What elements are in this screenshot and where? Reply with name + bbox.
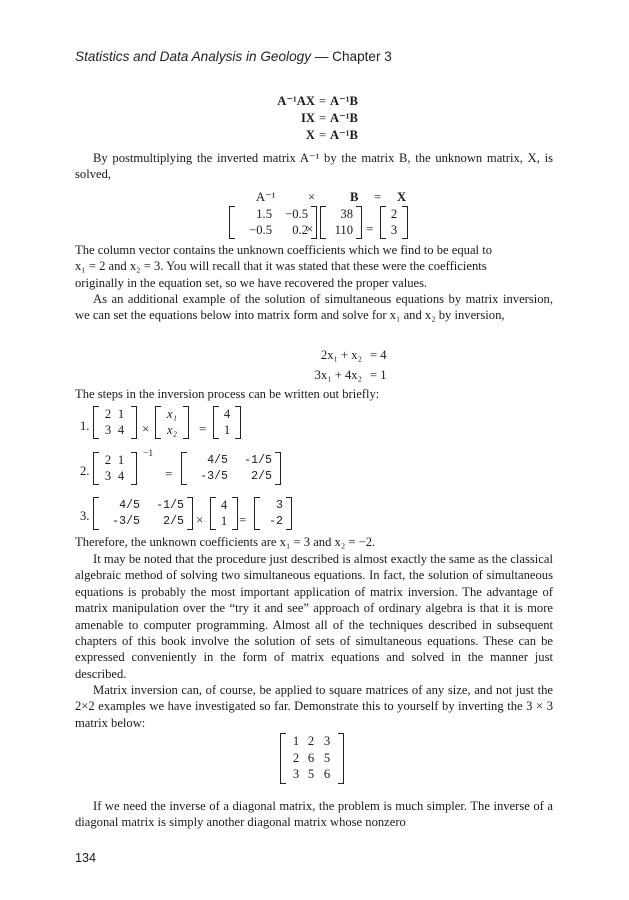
matrix-cell: 6 xyxy=(323,767,331,781)
step-1-label: 1. xyxy=(80,419,90,433)
paragraph-line: The column vector contains the unknown coefficients which we find to be equal to xyxy=(75,243,492,257)
equation-2-rhs: A⁻¹B xyxy=(330,111,358,125)
matrix-cell: 1 xyxy=(292,734,300,748)
step-3-solution xyxy=(254,497,292,530)
step-1-unknowns xyxy=(155,406,189,439)
matrix-cell: 4/5 xyxy=(207,454,228,467)
equals-operator: = xyxy=(165,466,173,481)
matrix-cell: 5 xyxy=(307,767,315,781)
matrix-cell: -1/5 xyxy=(156,499,184,512)
paragraph-diagonal-matrix: If we need the inverse of a diagonal matrix, the problem is much simpler. The inverse of a diagonal matrix is simply another diagonal matrix whose nonzero xyxy=(75,799,553,830)
matrix-cell: −0.5 xyxy=(285,207,308,221)
matrix-cell: 1 xyxy=(117,407,125,421)
equals-operator: = xyxy=(239,512,247,527)
equation-2-equals: = xyxy=(319,111,327,125)
vector-cell: x₁ xyxy=(167,407,177,421)
matrix-cell: 4 xyxy=(117,468,125,483)
paragraph-column-vector xyxy=(75,242,553,291)
times-operator: × xyxy=(306,221,314,236)
equals-operator: = xyxy=(366,221,374,236)
vector-cell: 38 xyxy=(340,207,353,221)
paragraph-square-matrices: Matrix inversion can, of course, be applied to square matrices of any size, and not just the 2×2 examples we have investigated so far. Demonstrate this to yourself by inverting the 3 × 3 matrix below: xyxy=(75,683,553,730)
matrix-cell: -1/5 xyxy=(244,454,272,467)
running-header xyxy=(75,49,392,65)
step-2-inverse-matrix xyxy=(181,452,281,485)
equation-1-rhs: A⁻¹B xyxy=(330,94,358,108)
chapter-label: Chapter 3 xyxy=(332,49,392,64)
matrix-cell: 2/5 xyxy=(163,514,184,528)
system-eq-2-lhs: 3x₁ + 4x₂ xyxy=(314,368,362,382)
step-1-coef-matrix xyxy=(93,406,137,439)
system-eq-1-rhs: = 4 xyxy=(370,348,387,362)
matrix-cell: 2 xyxy=(104,453,112,467)
matrix-a-inverse xyxy=(229,206,317,239)
paragraph-line: x₁ = 2 and x₂ = 3. You will recall that it was stated that these were the coefficients xyxy=(75,259,487,274)
system-eq-2-rhs: = 1 xyxy=(370,368,387,382)
paragraph-line: originally in the equation set, so we have recovered the proper values. xyxy=(75,275,428,290)
vector-cell: x₂ xyxy=(167,422,177,437)
matrix-cell: 6 xyxy=(307,750,315,765)
vector-cell: -2 xyxy=(269,514,283,528)
vector-cell: 3 xyxy=(276,499,283,512)
label-times: × xyxy=(308,190,316,204)
label-b: B xyxy=(350,190,359,204)
matrix-cell: 1.5 xyxy=(256,207,272,221)
paragraph-classical-method: It may be noted that the procedure just described is almost exactly the same as the classical algebraic method of solving two simultaneous equations. In fact, the solution of simultaneous equations is probably the most important application of matrix inversion. The advantage of matrix manipulation over the “try it and see” approach of ordinary algebra is that it is more amenable to computer programming. Almost all of the techniques described in subsequent chapters of this book involve the solution of sets of simultaneous equations. These can be expressed conveniently in the form of matrix equations and solved in the manner just described. xyxy=(75,552,553,681)
step-2-coef-matrix xyxy=(93,452,137,485)
paragraph-postmultiply: By postmultiplying the inverted matrix A⁻¹ by the matrix B, the unknown matrix, X, is solved, xyxy=(75,151,553,182)
matrix-cell: 2 xyxy=(292,750,300,765)
vector-x xyxy=(380,206,408,239)
vector-b xyxy=(320,206,362,239)
header-separator: — xyxy=(311,49,333,64)
paragraph-additional-example: As an additional example of the solution of simultaneous equations by matrix inversion, we can set the equations below into matrix form and solve for x₁ and x₂ by inversion, xyxy=(75,292,553,323)
matrix-cell: 5 xyxy=(323,750,331,765)
label-x: X xyxy=(397,190,407,204)
inverse-exponent: −1 xyxy=(143,449,154,459)
matrix-3x3 xyxy=(280,733,344,784)
step-2-label: 2. xyxy=(80,464,90,478)
matrix-cell: 3 xyxy=(104,422,112,437)
vector-cell: 4 xyxy=(220,498,228,512)
vector-cell: 1 xyxy=(223,422,231,437)
matrix-cell: -3/5 xyxy=(200,469,228,483)
matrix-cell: 1 xyxy=(117,453,125,467)
matrix-cell: 3 xyxy=(323,734,331,748)
vector-cell: 4 xyxy=(223,407,231,421)
step-3-inverse-matrix xyxy=(93,497,193,530)
vector-cell: 3 xyxy=(390,222,398,237)
matrix-cell: 2 xyxy=(307,734,315,748)
step-3-rhs xyxy=(210,497,238,530)
equation-1-lhs: A⁻¹AX xyxy=(277,94,315,108)
label-a-inverse: A⁻¹ xyxy=(256,190,276,204)
matrix-cell: 4/5 xyxy=(119,499,140,512)
matrix-cell: 2/5 xyxy=(251,469,272,483)
book-title: Statistics and Data Analysis in Geology xyxy=(75,49,311,64)
times-operator: × xyxy=(142,421,150,436)
page-number: 134 xyxy=(75,851,97,865)
matrix-cell: 0.2 xyxy=(292,222,308,237)
step-3-label: 3. xyxy=(80,509,90,523)
matrix-cell: 3 xyxy=(292,767,300,781)
matrix-cell: 3 xyxy=(104,468,112,483)
times-operator: × xyxy=(196,512,204,527)
equation-2-lhs: IX xyxy=(301,111,315,125)
vector-cell: 2 xyxy=(390,207,398,221)
equals-operator: = xyxy=(199,421,207,436)
equation-1-equals: = xyxy=(319,94,327,108)
step-1-rhs xyxy=(213,406,241,439)
matrix-cell: 2 xyxy=(104,407,112,421)
matrix-cell: 4 xyxy=(117,422,125,437)
equation-3-equals: = xyxy=(319,128,327,142)
steps-intro: The steps in the inversion process can be written out briefly: xyxy=(75,387,380,401)
system-eq-1-lhs: 2x₁ + x₂ xyxy=(320,348,362,362)
equation-3-rhs: A⁻¹B xyxy=(330,128,358,142)
equation-3-lhs: X xyxy=(305,128,315,142)
matrix-cell: -3/5 xyxy=(112,514,140,528)
matrix-cell: −0.5 xyxy=(249,222,272,237)
conclusion: Therefore, the unknown coefficients are x₁ = 3 and x₂ = −2. xyxy=(75,535,376,549)
label-equals: = xyxy=(374,190,382,204)
vector-cell: 1 xyxy=(220,513,228,528)
vector-cell: 110 xyxy=(334,222,353,237)
